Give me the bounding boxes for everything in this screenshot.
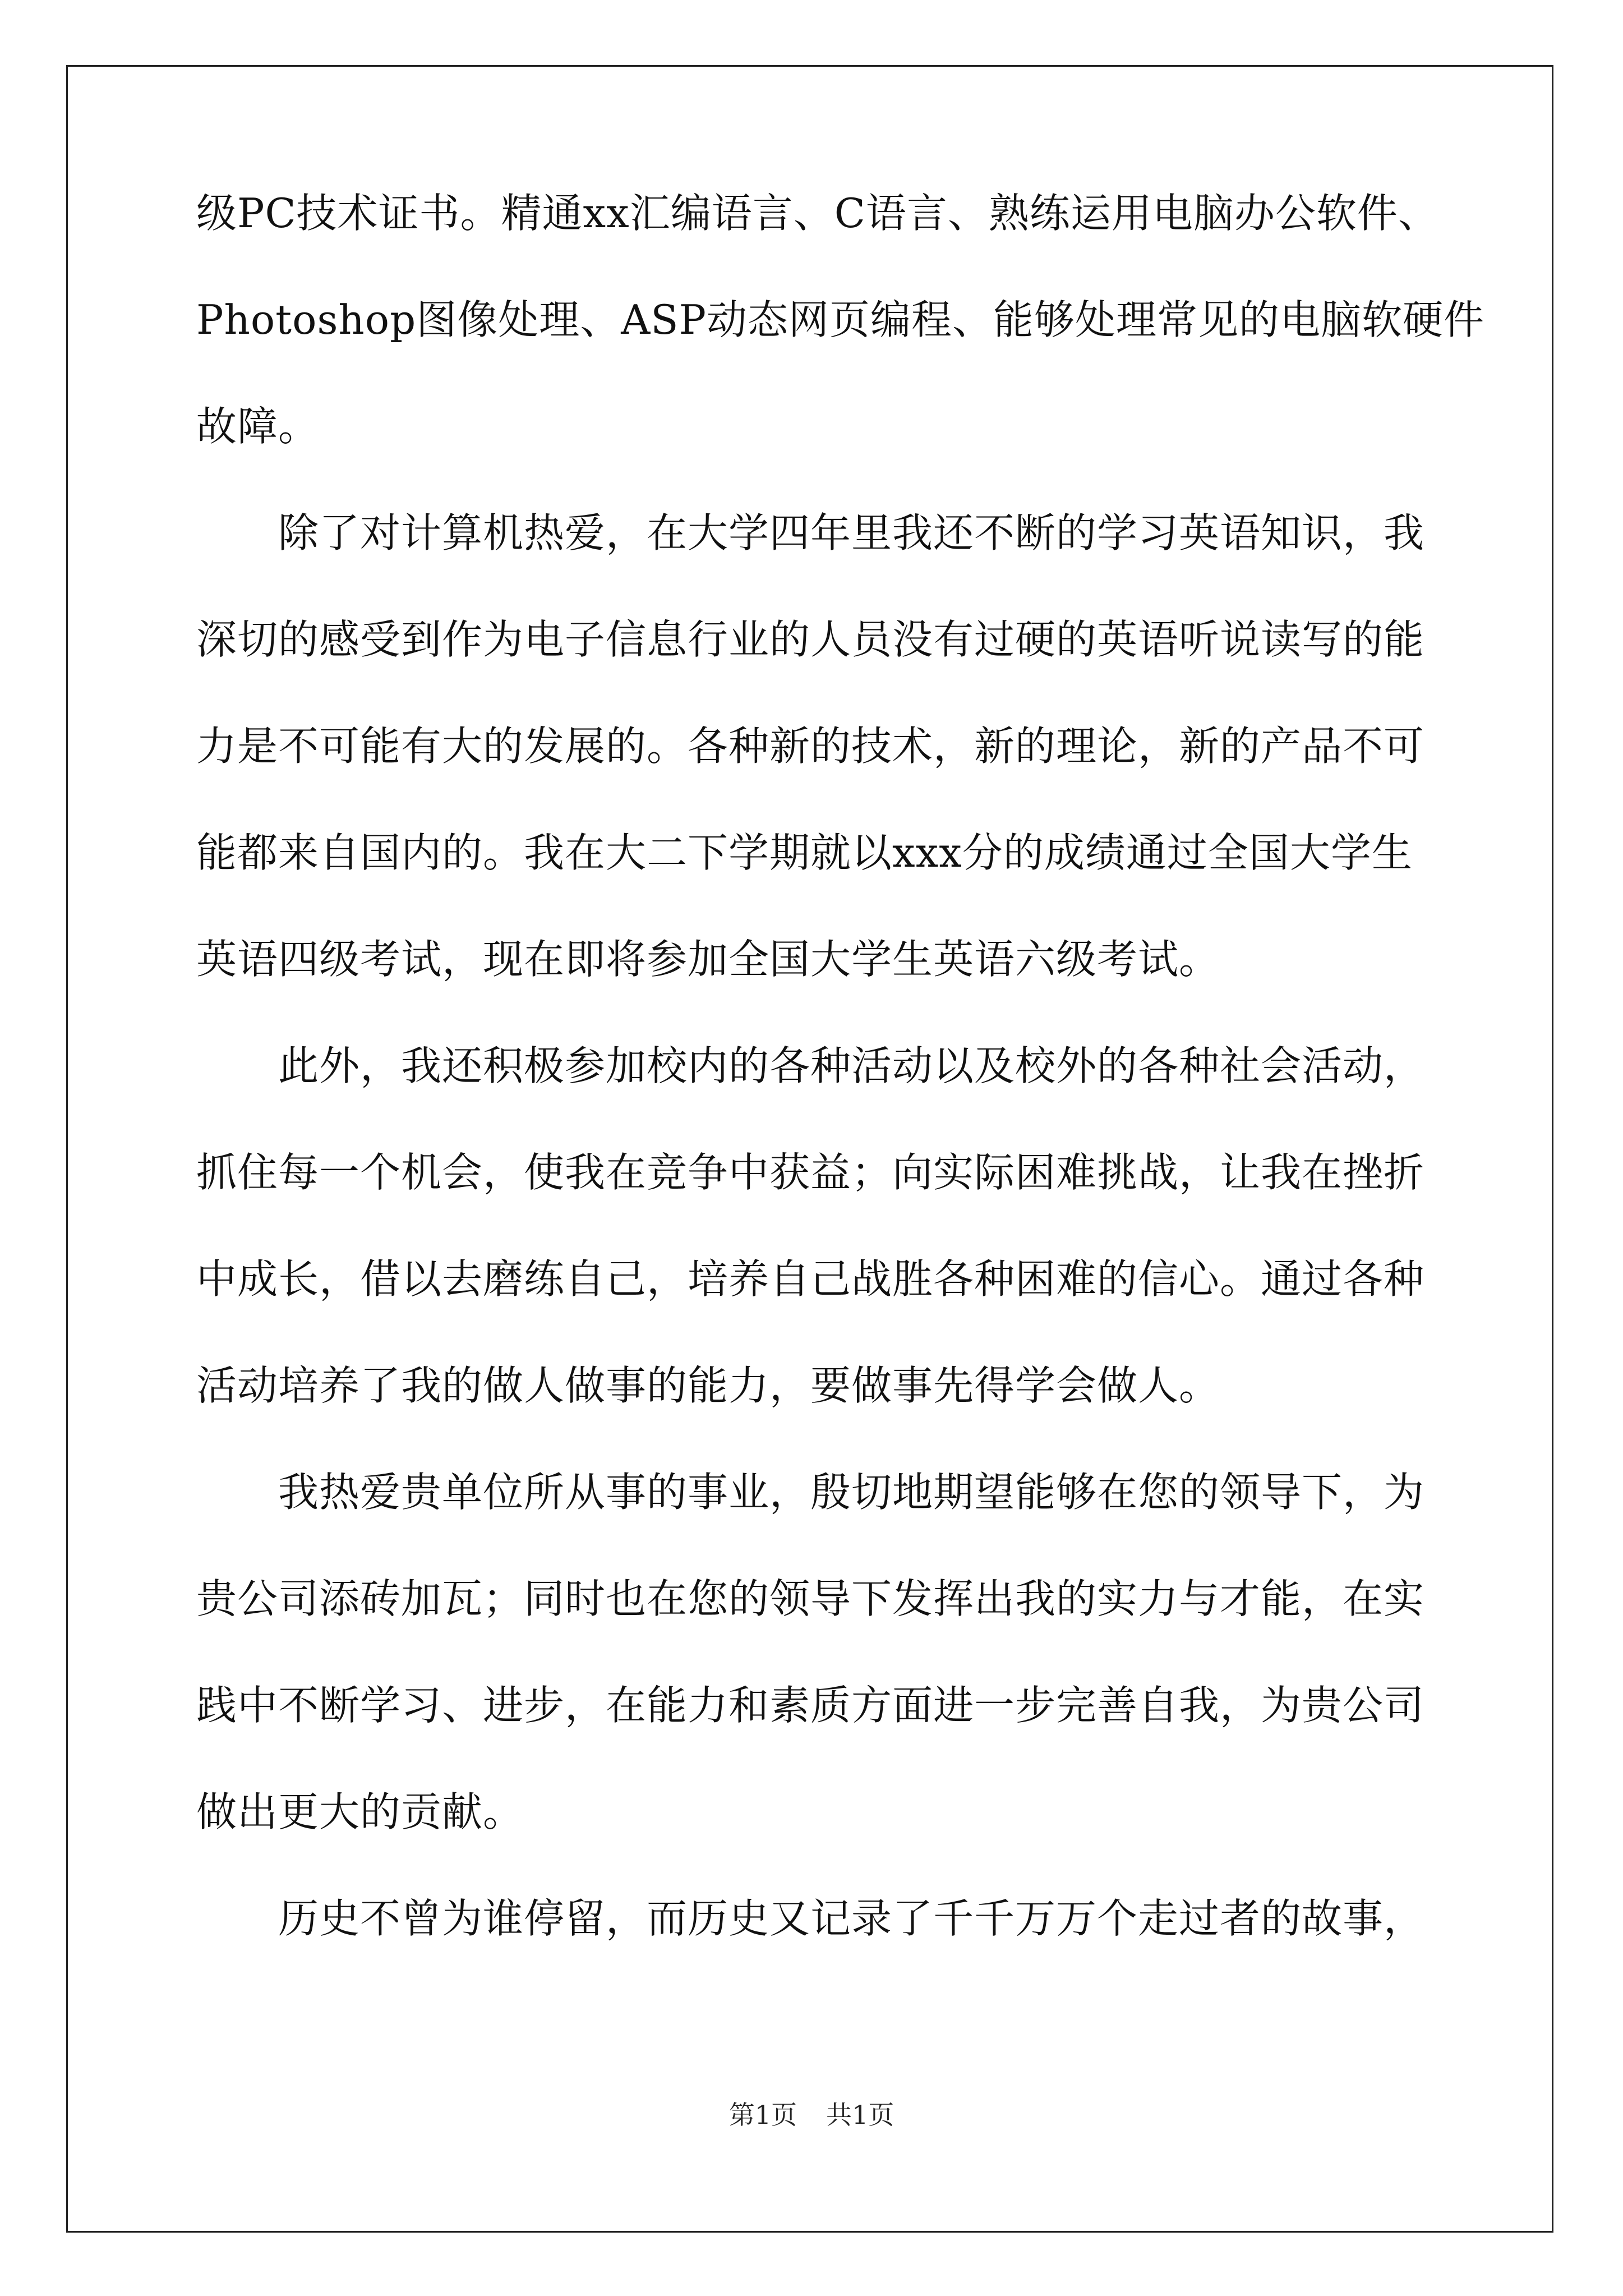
text-line: Photoshop图像处理、ASP动态网页编程、能够处理常见的电脑软硬件 xyxy=(196,296,1484,343)
text-line: 贵公司添砖加瓦；同时也在您的领导下发挥出我的实力与才能，在实 xyxy=(196,1575,1425,1622)
text-line: 能都来自国内的。我在大二下学期就以xxx分的成绩通过全国大学生 xyxy=(196,829,1413,876)
text-line: 级PC技术证书。精通xx汇编语言、C语言、熟练运用电脑办公软件、 xyxy=(196,190,1439,237)
page-footer xyxy=(0,2098,1623,2132)
page-number-total: 共1页 xyxy=(826,2100,895,2130)
paragraph-start-line: 除了对计算机热爱，在大学四年里我还不断的学习英语知识，我 xyxy=(278,509,1425,556)
text-line: 故障。 xyxy=(196,403,320,450)
text-line: 英语四级考试，现在即将参加全国大学生英语六级考试。 xyxy=(196,936,1220,983)
text-line: 中成长，借以去磨练自己，培养自己战胜各种困难的信心。通过各种 xyxy=(196,1255,1425,1303)
paragraph-start-line: 历史不曾为谁停留，而历史又记录了千千万万个走过者的故事， xyxy=(278,1895,1425,1942)
paragraph-start-line: 此外，我还积极参加校内的各种活动以及校外的各种社会活动， xyxy=(278,1042,1425,1089)
text-line: 力是不可能有大的发展的。各种新的技术，新的理论，新的产品不可 xyxy=(196,723,1425,770)
text-line: 抓住每一个机会，使我在竞争中获益；向实际困难挑战，让我在挫折 xyxy=(196,1149,1425,1196)
text-line: 活动培养了我的做人做事的能力，要做事先得学会做人。 xyxy=(196,1362,1220,1409)
page-number-current: 第1页 xyxy=(728,2100,797,2130)
paragraph-start-line: 我热爱贵单位所从事的事业，殷切地期望能够在您的领导下，为 xyxy=(278,1469,1425,1516)
text-line: 做出更大的贡献。 xyxy=(196,1788,524,1835)
text-line: 践中不断学习、进步，在能力和素质方面进一步完善自我，为贵公司 xyxy=(196,1682,1425,1729)
text-line: 深切的感受到作为电子信息行业的人员没有过硬的英语听说读写的能 xyxy=(196,616,1425,663)
